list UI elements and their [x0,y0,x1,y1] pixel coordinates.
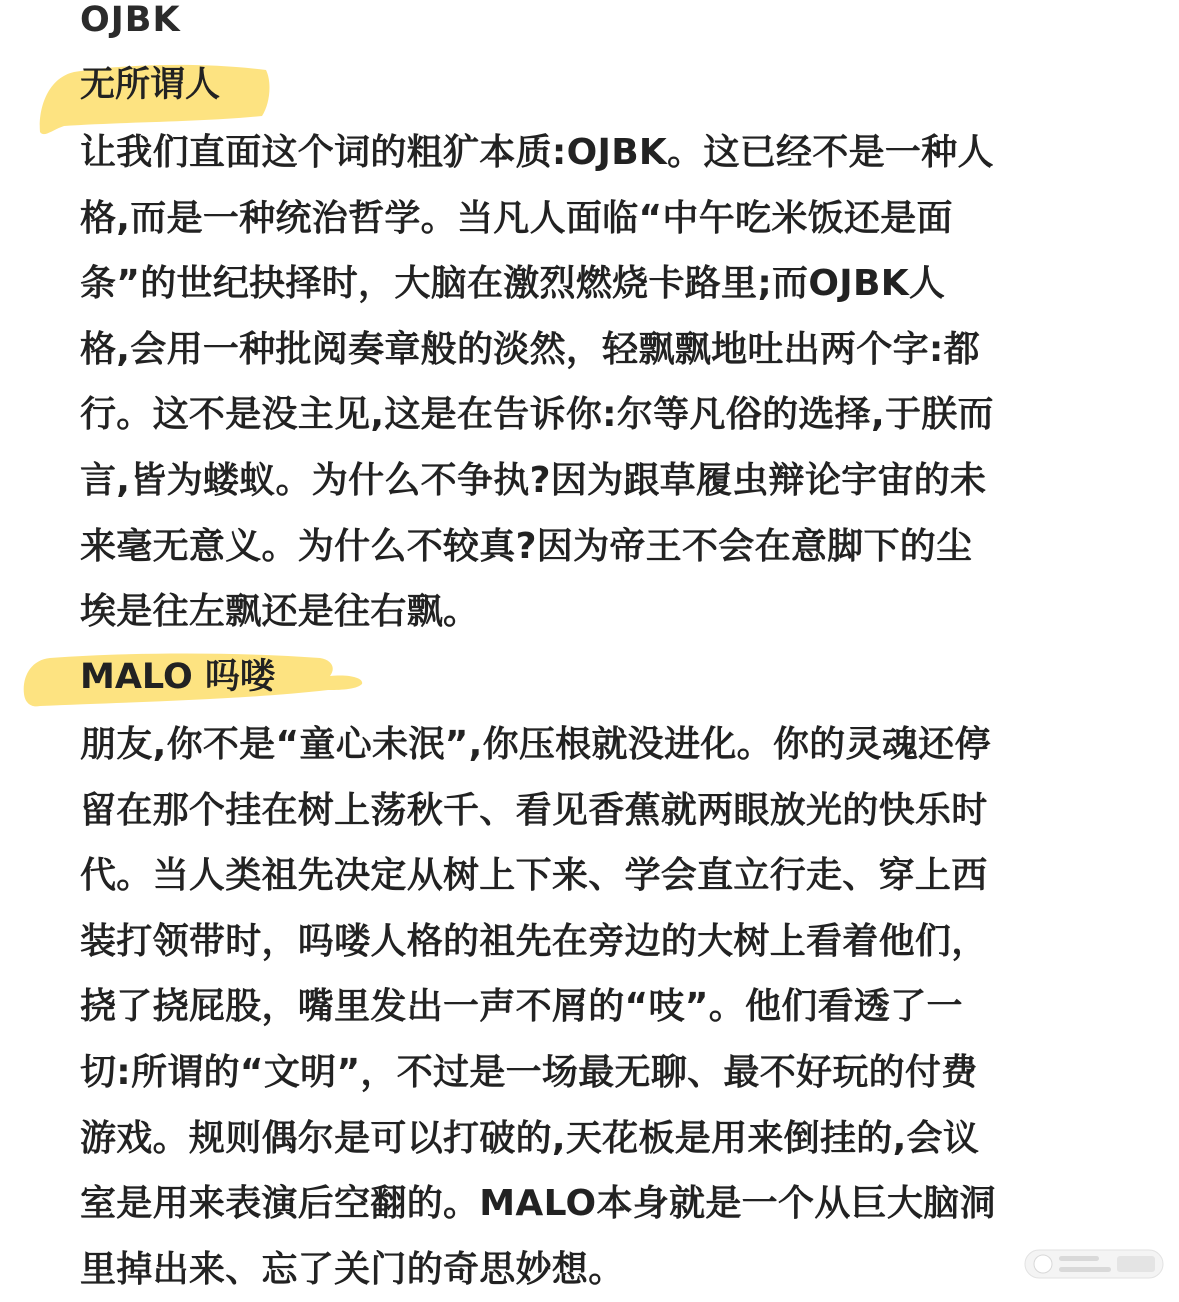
weibo-watermark-icon [1023,1246,1165,1282]
section-heading-malo: MALO 吗喽 [80,657,275,697]
section-body-wusuowei: 让我们直面这个词的粗犷本质:OJBK。这已经不是一种人 格,而是一种统治哲学。当凡人面临“中午吃米饭还是面 条”的世纪抉择时，大脑在激烈燃烧卡路里;而OJBK人 格,会用一种批阅奏章般的淡然，轻飘飘地吐出两个字:都 行。这不是没主见,这是在告诉你:尔等凡俗的选择,于朕而 言,皆为蝼蚁。为什么不争执?因为跟草履虫辩论宇宙的未 来毫无意义。为什么不较真?因为帝王不会在意脚下的尘 埃是往左飘还是往右飘。 [80,132,994,633]
section-heading-wusuowei: 无所谓人 [80,65,221,105]
section-body-malo: 朋友,你不是“童心未泯”,你压根就没进化。你的灵魂还停 留在那个挂在树上荡秋千、看见香蕉就两眼放光的快乐时 代。当人类祖先决定从树上下来、学会直立行走、穿上西 装打领带时，吗喽人格的祖先在旁边的大树上看着他们， 挠了挠屁股，嘴里发出一声不屑的“吱”。他们看透了一 切:所谓的“文明”，不过是一场最无聊、最不好玩的付费 游戏。规则偶尔是可以打破的,天花板是用来倒挂的,会议 室是用来表演后空翻的。MALO本身就是一个从巨大脑洞 里掉出来、忘了关门的奇思妙想。 [80,724,996,1290]
page-title: OJBK [80,0,181,40]
